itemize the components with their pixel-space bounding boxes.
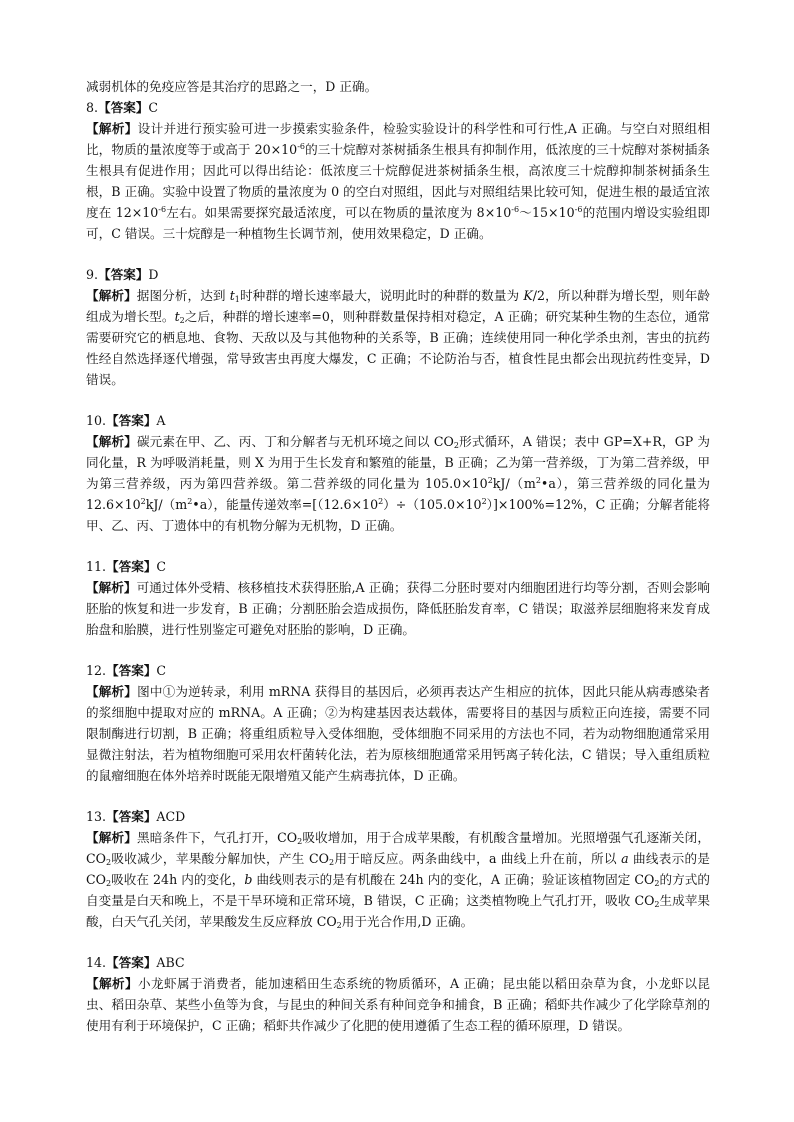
answer-item (86, 410, 710, 536)
analysis-text: 图中①为逆转录，利用 mRNA 获得目的基因后，必须再表达产生相应的抗体，因此只能从病毒感染者的浆细胞中提取对应的 mRNA。A 正确；②为构建基因表达载体，需要将目的基因与质粒正向连接，需要不同限制酶进行切割，B 正确；将重组质粒导入受体细胞，受体细胞不同采用的方法也不同，若为动物细胞通常采用显微注射法，若为植物细胞可采用农杆菌转化法，若为原核细胞通常采用钙离子转化法，C 错误；导入重组质粒的鼠瘤细胞在体外培养时既能无限增殖又能产生病毒抗体，D 正确。 (86, 684, 711, 783)
answer-label: 【答案】 (98, 100, 149, 115)
answer-label: 【答案】 (106, 955, 157, 970)
answer-line (86, 410, 710, 431)
answer-line (86, 264, 710, 285)
answer-value: C (156, 559, 167, 574)
answer-label: 【答案】 (106, 809, 157, 824)
analysis-text: 设计并进行预实验可进一步摸索实验条件，检验实验设计的科学性和可行性,A 正确。与空白对照组相比，物质的量浓度等于或高于 $20\times 10^{-6}$的三十烷醇对茶树插条生根具有抑制作用，低浓度的三十烷醇对茶树插条生根具有促进作用；因此可以得出结论：低浓度三十烷醇促进茶树插条生根，高浓度三十烷醇抑制茶树插条生根，B 正确。实验中设置了物质的量浓度为 0 的空白对照组，因此与对照组结果比较可知，促进生根的最适宜浓度在 $12\times 10^{-6}$左右。如果需要探究最适浓度，可以在物质的量浓度为 $8\times 10^{-6}\sim 15\times 10^{-6}$的范围内增设实验组即可，C 错误。三十烷醇是一种植物生长调节剂，使用效果稳定，D 正确。 (86, 121, 711, 241)
intro-text: 减弱机体的免疫应答是其治疗的思路之一，D 正确。 (86, 79, 378, 94)
analysis-text: 碳元素在甲、乙、丙、丁和分解者与无机环境之间以 $CO_2$形式循环，A 错误；表中 GP=X+R，GP 为同化量，R 为呼吸消耗量，则 X 为用于生长发育和繁殖的能量，B 正确；乙为第一营养级，丁为第二营养级，甲为第三营养级，丙为第四营养级。第二营养级的同化量为 $105.0\times 10^2kJ/(m^2•a)$，第三营养级的同化量为 $12.6\times 10^2kJ/(m^2•a)$，能量传递效率$=[(12.6\times 10^2)\div(105.0\times 10^2)]\times 100\%=12\%$，C 正确；分解者能将甲、乙、丙、丁遗体中的有机物分解为无机物，D 正确。 (86, 434, 711, 533)
analysis-label: 【解析】 (86, 976, 138, 991)
answer-line (86, 556, 710, 577)
analysis-label: 【解析】 (86, 121, 138, 136)
analysis-label: 【解析】 (86, 288, 137, 303)
answer-label: 【答案】 (106, 559, 157, 574)
answer-line (86, 806, 710, 827)
answer-value: A (156, 413, 166, 428)
answer-item (86, 556, 710, 640)
answer-item (86, 264, 710, 390)
page-content (86, 76, 710, 1056)
analysis-text: 小龙虾属于消费者，能加速稻田生态系统的物质循环，A 正确；昆虫能以稻田杂草为食，小龙虾以昆虫、稻田杂草、某些小鱼等为食，与昆虫的种间关系有种间竞争和捕食，B 正确；稻虾共作减少了化学除草剂的使用有利于环境保护，C 正确；稻虾共作减少了化肥的使用遵循了生态工程的循环原理，D 错误。 (86, 976, 710, 1033)
answer-line (86, 97, 710, 118)
analysis-text: 黑暗条件下，气孔打开，$CO_2$吸收增加，用于合成苹果酸，有机酸含量增加。光照增强气孔逐渐关闭，$CO_2$吸收减少，苹果酸分解加快，产生 $CO_2$用于暗反应。两条曲线中，a 曲线上升在前，所以 a 曲线表示的是 $CO_2$吸收在 24h 内的变化，b 曲线则表示的是有机酸在 24h 内的变化，A 正确；验证该植物固定 $CO_2$的方式的自变量是白天和晚上，不是干旱环境和正常环境，B 错误，C 正确；这类植物晚上气孔打开，吸收 $CO_2$生成苹果酸，白天气孔关闭，苹果酸发生反应释放 $CO_2$用于光合作用,D 正确。 (86, 830, 711, 930)
question-number: 11. (86, 559, 107, 574)
answer-value: C (156, 663, 167, 678)
answer-item (86, 806, 710, 932)
answer-value: D (148, 267, 159, 282)
answer-label: 【答案】 (106, 413, 157, 428)
analysis-paragraph (86, 118, 710, 244)
analysis-paragraph (86, 577, 710, 640)
analysis-text: 可通过体外受精、核移植技术获得胚胎,A 正确；获得二分胚时要对内细胞团进行均等分割，否则会影响胚胎的恢复和进一步发育，B 正确；分割胚胎会造成损伤，降低胚胎发育率，C 错误；取滋养层细胞将来发育成胎盘和胎膜，进行性别鉴定可避免对胚胎的影响，D 正确。 (86, 580, 710, 637)
question-number: 14. (86, 955, 107, 970)
analysis-label: 【解析】 (86, 580, 137, 595)
answer-label: 【答案】 (106, 663, 157, 678)
analysis-text: 据图分析，达到 $t_1$时种群的增长速率最大，说明此时的种群的数量为 K/2，所以种群为增长型，则年龄组成为增长型。$t_2$之后，种群的增长速率=0，则种群数量保持相对稳定，A 正确；研究某种生物的生态位，通常需要研究它的栖息地、食物、天敌以及与其他物种的关系等，B 正确；连续使用同一种化学杀虫剂，害虫的抗药性经自然选择逐代增强，常导致害虫再度大爆发，C 正确；不论防治与否，植食性昆虫都会出现抗药性变异，D 错误。 (86, 288, 711, 387)
analysis-paragraph (86, 681, 710, 786)
answer-line (86, 660, 710, 681)
analysis-label: 【解析】 (86, 434, 137, 449)
answer-item (86, 660, 710, 786)
question-number: 8. (86, 100, 99, 115)
analysis-label: 【解析】 (86, 684, 138, 699)
question-number: 10. (86, 413, 107, 428)
answer-value: C (148, 100, 159, 115)
answer-value: ACD (156, 809, 186, 824)
answer-item (86, 952, 710, 1036)
question-number: 12. (86, 663, 107, 678)
analysis-paragraph (86, 827, 710, 932)
analysis-paragraph (86, 973, 710, 1036)
question-number: 13. (86, 809, 107, 824)
analysis-paragraph (86, 431, 710, 536)
question-number: 9. (86, 267, 99, 282)
analysis-label: 【解析】 (86, 830, 137, 845)
answer-line (86, 952, 710, 973)
analysis-paragraph (86, 285, 710, 390)
answer-item (86, 97, 710, 244)
answer-label: 【答案】 (98, 267, 149, 282)
answer-value: ABC (156, 955, 185, 970)
